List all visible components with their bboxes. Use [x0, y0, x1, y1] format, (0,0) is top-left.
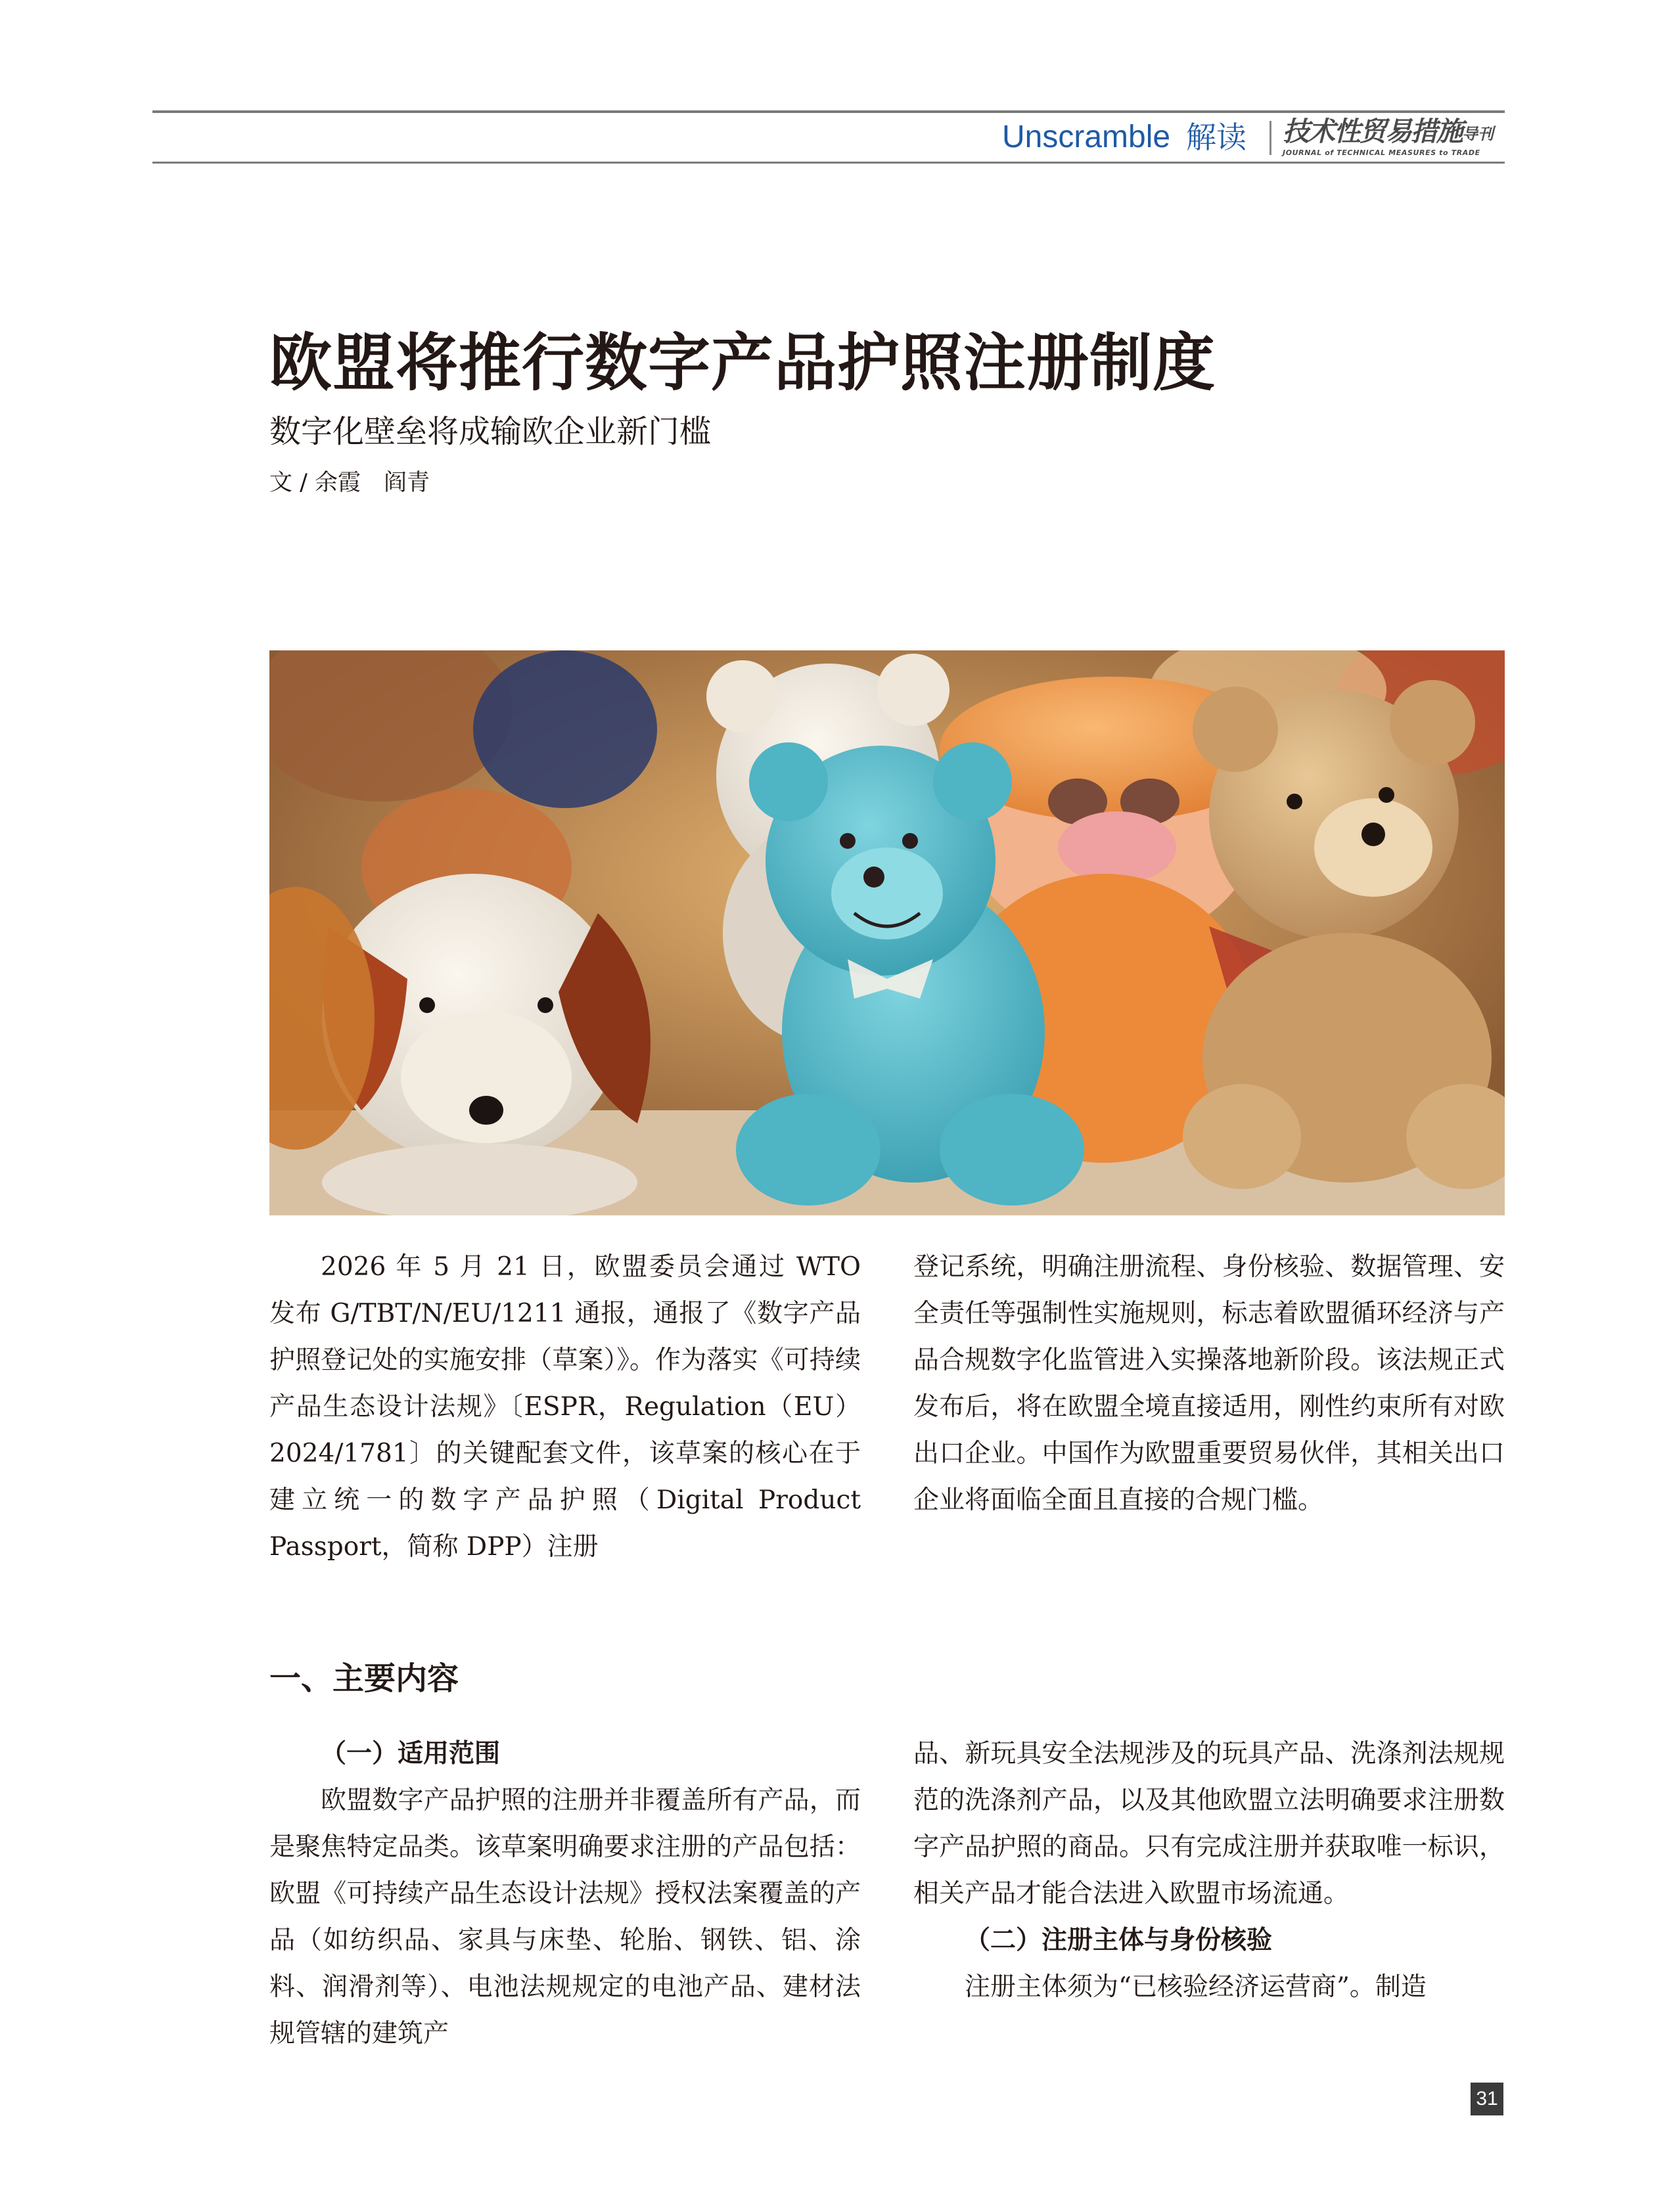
scope-paragraph-right: 品、新玩具安全法规涉及的玩具产品、洗涤剂法规规范的洗涤剂产品，以及其他欧盟立法明确要求注册数字产品护照的商品。只有完成注册并获取唯一标识，相关产品才能合法进入欧盟市场流通。 — [913, 1739, 1505, 1908]
article-subtitle: 数字化壁垒将成输欧企业新门槛 — [269, 413, 712, 450]
page-number: 31 — [1471, 2083, 1503, 2115]
journal-name: 技术性贸易措施 — [1283, 116, 1462, 147]
journal-suffix: 导刊 — [1462, 125, 1494, 143]
subheading-scope: （一）适用范围 — [321, 1738, 501, 1769]
section-column-left — [269, 1730, 861, 2065]
section-heading: 一、主要内容 — [269, 1660, 459, 1697]
header-bottom-rule — [152, 162, 1505, 164]
intro-paragraph-left: 2026 年 5 月 21 日，欧盟委员会通过 WTO 发布 G/TBT/N/EU/1211 通报，通报了《数字产品护照登记处的实施安排（草案）》。作为落实《可持续产品生态设计法规》〔ESPR，Regulation（EU）2024/1781〕的关键配套文件，该草案的核心在于建立统一的数字产品护照（Digital Product Passport，简称 DPP）注册 — [269, 1252, 861, 1562]
article-byline: 文 / 余霞 阎青 — [269, 470, 430, 496]
journal-name-en: JOURNAL of TECHNICAL MEASURES to TRADE — [1283, 148, 1480, 157]
subheading-registrant: （二）注册主体与身份核验 — [965, 1925, 1273, 1955]
journal-logo — [1283, 117, 1499, 146]
intro-column-right — [913, 1244, 1505, 1572]
intro-paragraph-right: 登记系统，明确注册流程、身份核验、数据管理、安全责任等强制性实施规则，标志着欧盟循环经济与产品合规数字化监管进入实操落地新阶段。该法规正式发布后，将在欧盟全境直接适用，刚性约束所有对欧出口企业。中国作为欧盟重要贸易伙伴，其相关出口企业将面临全面且直接的合规门槛。 — [913, 1252, 1505, 1515]
section-label-cn: 解读 — [1186, 120, 1246, 155]
teddy-bears-photo — [269, 650, 1505, 1215]
scope-paragraph-left: 欧盟数字产品护照的注册并非覆盖所有产品，而是聚焦特定品类。该草案明确要求注册的产品包括：欧盟《可持续产品生态设计法规》授权法案覆盖的产品（如纺织品、家具与床垫、轮胎、钢铁、铝、涂料、润滑剂等）、电池法规规定的电池产品、建材法规管辖的建筑产 — [269, 1786, 861, 2048]
registrant-paragraph: 注册主体须为“已核验经济运营商”。制造 — [965, 1972, 1427, 2002]
section-label-en: Unscramble — [1002, 120, 1171, 154]
article-title: 欧盟将推行数字产品护照注册制度 — [269, 327, 1216, 399]
header-top-rule — [152, 110, 1505, 113]
section-column-right — [913, 1730, 1505, 2065]
header-separator — [1269, 121, 1271, 155]
intro-column-left — [269, 1244, 861, 1572]
